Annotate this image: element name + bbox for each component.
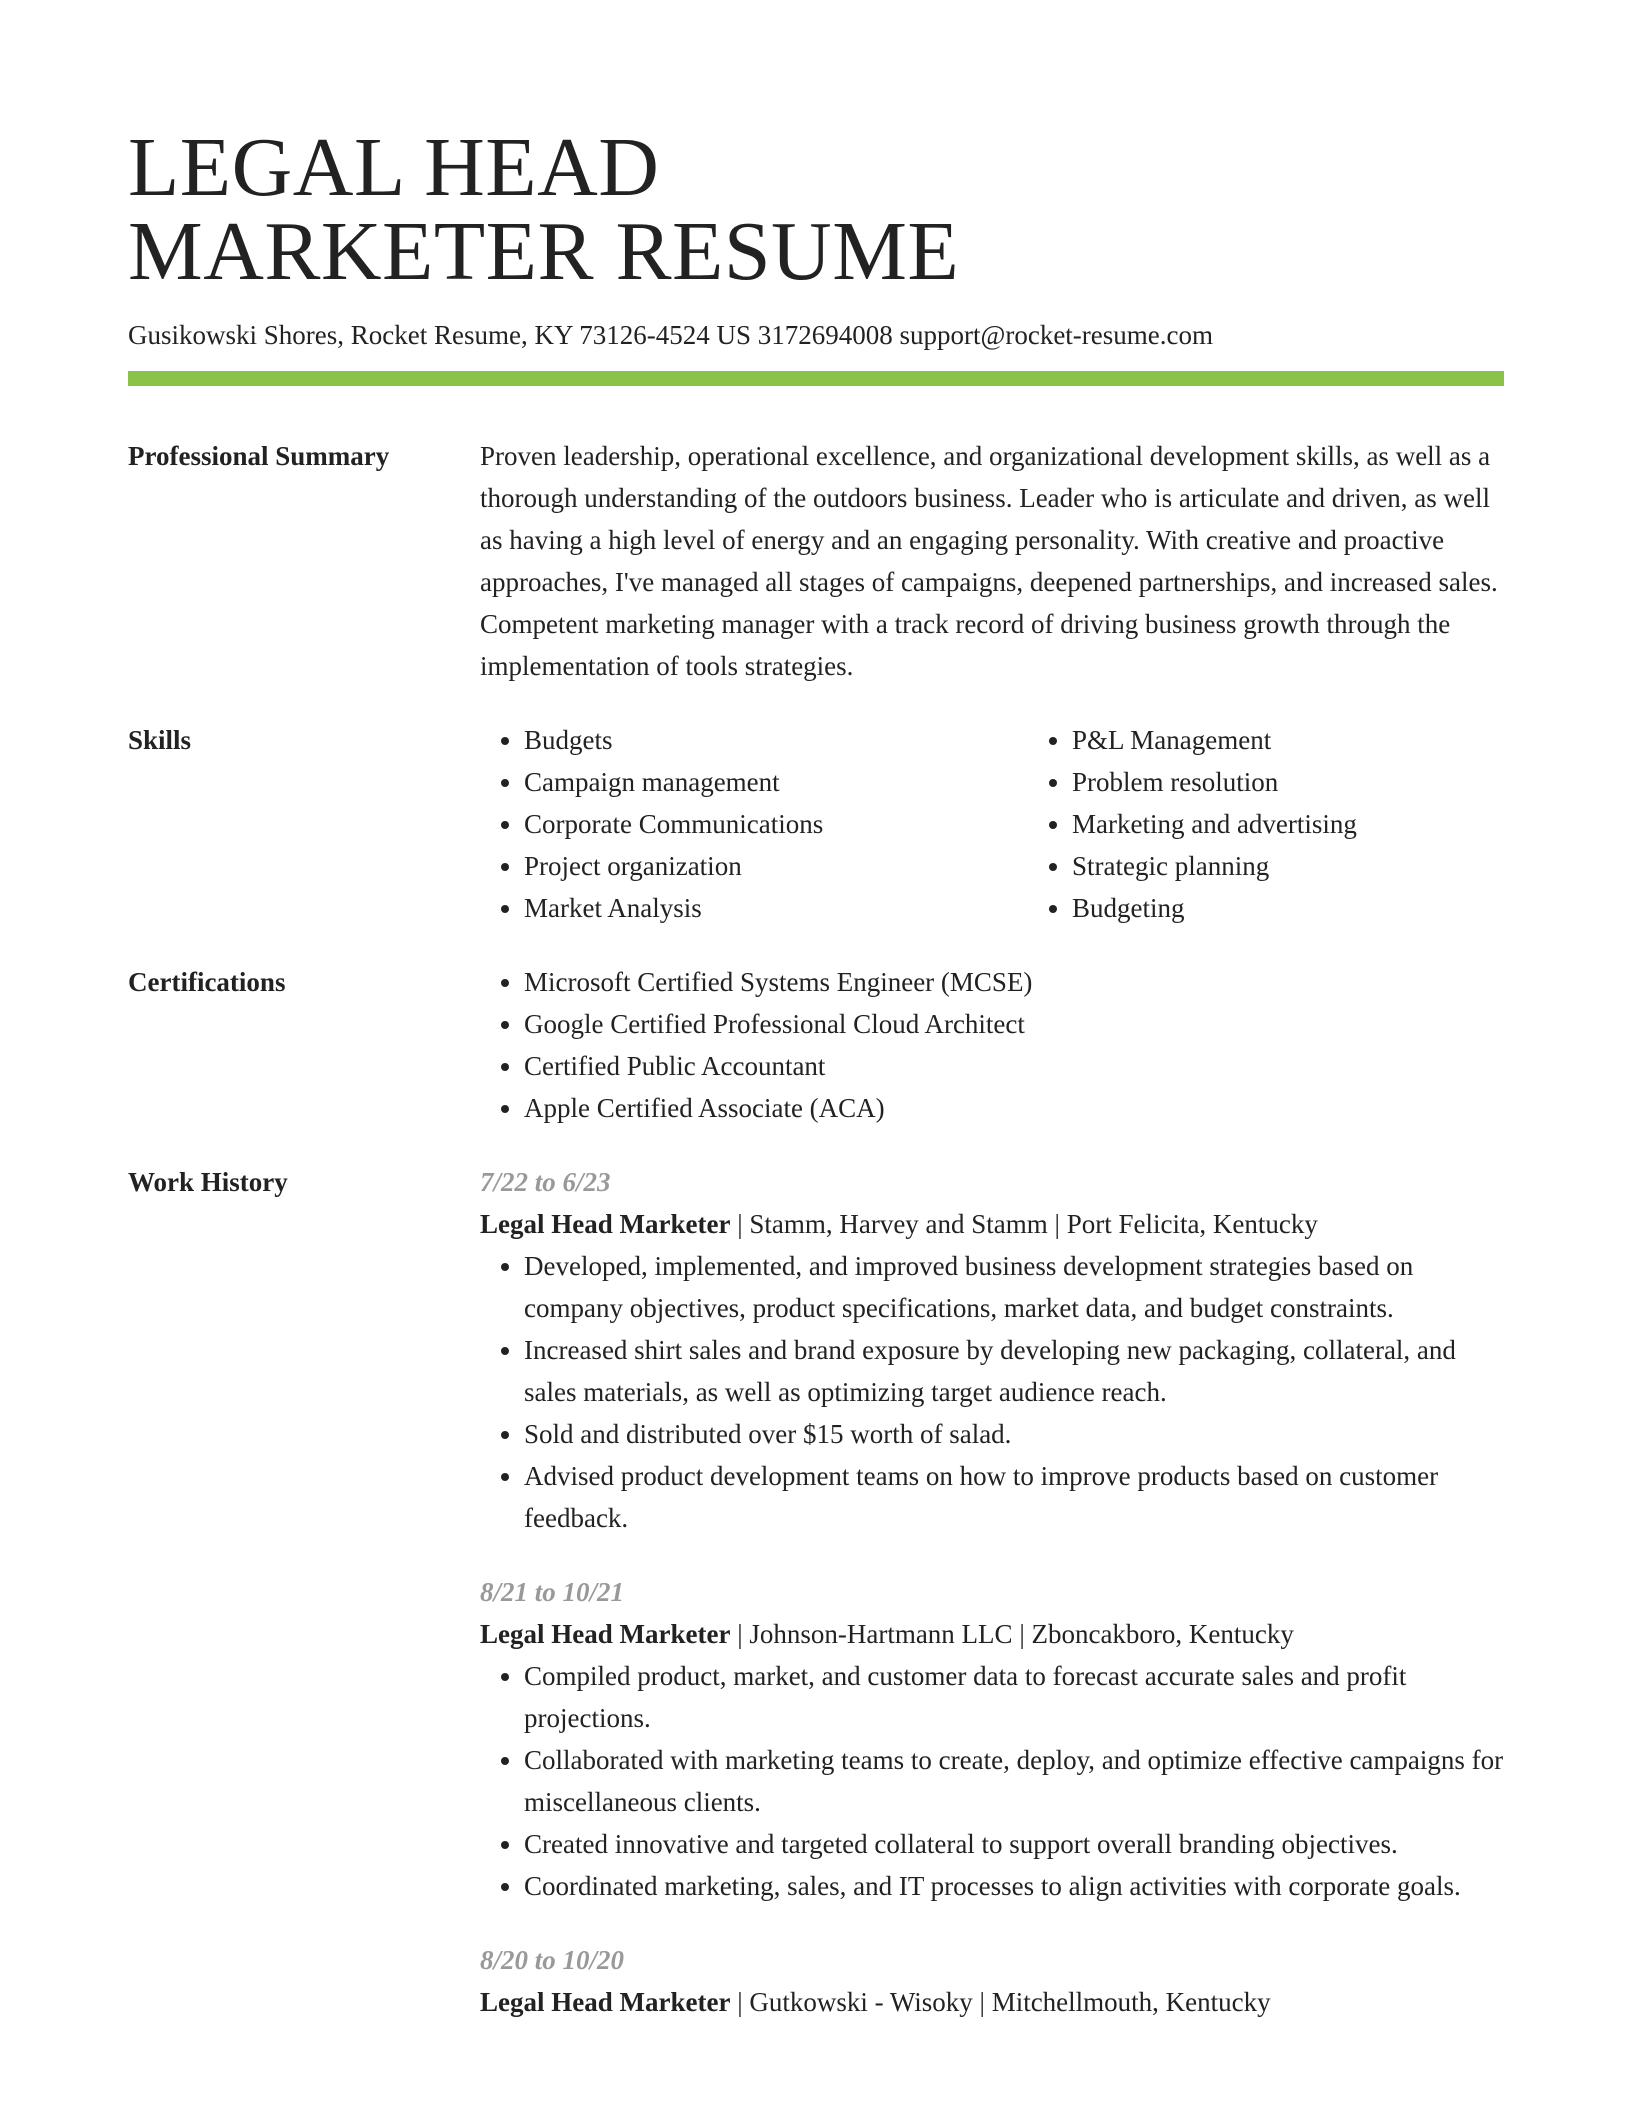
- job-entry: [480, 1939, 1504, 2023]
- certification-item: • Certified Public Accountant: [524, 1045, 1504, 1087]
- skill-item: • Marketing and advertising: [1072, 803, 1576, 845]
- certification-item: • Microsoft Certified Systems Engineer (MCSE): [524, 961, 1504, 1003]
- job-duty-item: • Increased shirt sales and brand exposure by developing new packaging, collateral, and sales materials, as well as optimizing target audience reach.: [524, 1329, 1504, 1413]
- skills-section: [128, 719, 1504, 929]
- skills-columns: [480, 719, 1576, 929]
- job-separator: |: [730, 1987, 750, 2017]
- certification-item: • Apple Certified Associate (ACA): [524, 1087, 1504, 1129]
- job-company: Johnson-Hartmann LLC: [749, 1619, 1013, 1649]
- job-heading: [480, 1613, 1504, 1655]
- certifications-heading: Certifications: [128, 967, 286, 997]
- job-duty-item: • Sold and distributed over $15 worth of salad.: [524, 1413, 1504, 1455]
- job-heading: [480, 1203, 1504, 1245]
- job-entry: [480, 1161, 1504, 1539]
- job-separator: |: [730, 1209, 750, 1239]
- job-location: Port Felicita, Kentucky: [1066, 1209, 1318, 1239]
- certifications-body: [480, 961, 1504, 1129]
- skill-item: • Project organization: [524, 845, 1028, 887]
- accent-divider: [128, 371, 1504, 386]
- contact-line: Gusikowski Shores, Rocket Resume, KY 73126-4524 US 3172694008 support@rocket-resume.com: [128, 320, 1213, 350]
- certification-item: • Google Certified Professional Cloud Architect: [524, 1003, 1504, 1045]
- skills-column-1: [480, 719, 1028, 929]
- job-dates: 7/22 to 6/23: [480, 1167, 611, 1197]
- resume-title: [128, 0, 1504, 298]
- skill-item: • Strategic planning: [1072, 845, 1576, 887]
- job-duty-item: • Created innovative and targeted collateral to support overall branding objectives.: [524, 1823, 1504, 1865]
- skill-item: • Corporate Communications: [524, 803, 1028, 845]
- resume-page: [128, 0, 1504, 2023]
- summary-section: [128, 435, 1504, 687]
- job-location: Zboncakboro, Kentucky: [1031, 1619, 1294, 1649]
- title-line-2: MARKETER RESUME: [128, 205, 960, 298]
- job-duty-item: • Developed, implemented, and improved business development strategies based on company objectives, product specifications, market data, and budget constraints.: [524, 1245, 1504, 1329]
- certifications-section: [128, 961, 1504, 1129]
- job-title: Legal Head Marketer: [480, 1619, 731, 1649]
- job-heading: [480, 1981, 1504, 2023]
- job-title: Legal Head Marketer: [480, 1987, 731, 2017]
- work-history-section: [128, 1161, 1504, 2023]
- job-company: Stamm, Harvey and Stamm: [749, 1209, 1048, 1239]
- job-duties: [480, 1245, 1504, 1539]
- summary-heading: Professional Summary: [128, 441, 390, 471]
- job-dates: 8/20 to 10/20: [480, 1945, 625, 1975]
- job-duty-item: • Compiled product, market, and customer data to forecast accurate sales and profit projections.: [524, 1655, 1504, 1739]
- job-location: Mitchellmouth, Kentucky: [991, 1987, 1271, 2017]
- job-company: Gutkowski - Wisoky: [749, 1987, 973, 2017]
- skills-column-2: [1028, 719, 1576, 929]
- skill-item: • Campaign management: [524, 761, 1028, 803]
- job-separator: |: [1012, 1619, 1032, 1649]
- skills-heading: Skills: [128, 725, 192, 755]
- summary-body: [480, 435, 1504, 687]
- work-history-heading: Work History: [128, 1167, 288, 1197]
- skill-item: • P&L Management: [1072, 719, 1576, 761]
- skill-item: • Problem resolution: [1072, 761, 1576, 803]
- job-dates: 8/21 to 10/21: [480, 1577, 625, 1607]
- certifications-list: [480, 961, 1504, 1129]
- job-duty-item: • Collaborated with marketing teams to create, deploy, and optimize effective campaigns for miscellaneous clients.: [524, 1739, 1504, 1823]
- job-duty-item: • Advised product development teams on how to improve products based on customer feedback.: [524, 1455, 1504, 1539]
- job-separator: |: [730, 1619, 750, 1649]
- work-history-body: [480, 1161, 1504, 2023]
- job-entry: [480, 1571, 1504, 1907]
- job-duty-item: • Coordinated marketing, sales, and IT processes to align activities with corporate goals.: [524, 1865, 1504, 1907]
- job-duties: [480, 1655, 1504, 1907]
- summary-text: Proven leadership, operational excellence, and organizational development skills, as well as a thorough understanding of the outdoors business. Leader who is articulate and driven, as well as having a high level of energy and an engaging personality. With creative and proactive approaches, I've managed all stages of campaigns, deepened partnerships, and increased sales. Competent marketing manager with a track record of driving business growth through the implementation of tools strategies.: [480, 441, 1498, 681]
- title-line-1: LEGAL HEAD: [128, 121, 660, 214]
- skill-item: • Market Analysis: [524, 887, 1028, 929]
- skill-item: • Budgets: [524, 719, 1028, 761]
- job-title: Legal Head Marketer: [480, 1209, 731, 1239]
- job-separator: |: [972, 1987, 992, 2017]
- job-separator: |: [1047, 1209, 1067, 1239]
- skill-item: • Budgeting: [1072, 887, 1576, 929]
